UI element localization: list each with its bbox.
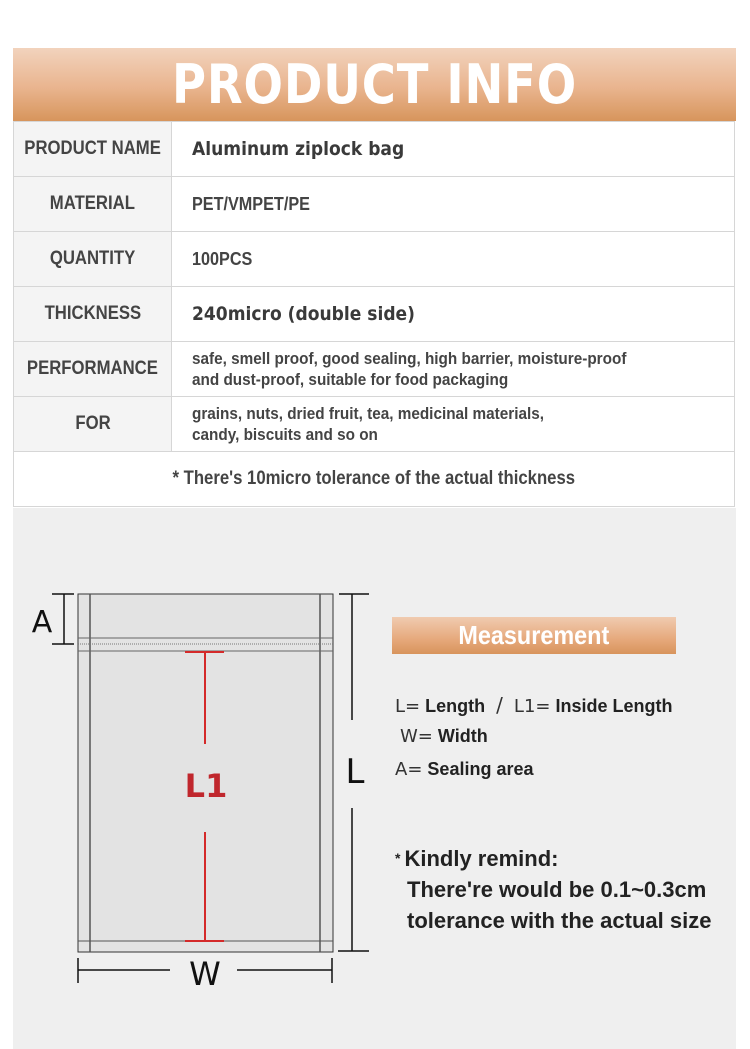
kindly-remind-note: [395, 843, 711, 936]
row-value-line: safe, smell proof, good sealing, high barrier, moisture-proof: [192, 349, 627, 368]
dimension-l1-label: L1: [184, 767, 228, 805]
remind-line: There're would be 0.1~0.3cm: [407, 877, 707, 902]
remind-line: Kindly remind:: [404, 846, 559, 871]
legend-symbol: L=: [395, 696, 421, 717]
row-value: Aluminum ziplock bag: [192, 137, 405, 160]
thickness-tolerance-note: * There's 10micro tolerance of the actual thickness: [172, 468, 576, 489]
row-label: PERFORMANCE: [27, 358, 159, 379]
row-label: MATERIAL: [50, 193, 136, 214]
row-value-line: grains, nuts, dried fruit, tea, medicinal materials,: [192, 404, 545, 423]
legend-text: Sealing area: [427, 759, 534, 779]
legend-symbol: L1=: [513, 696, 551, 717]
legend-symbol: A=: [395, 759, 423, 780]
row-label: QUANTITY: [49, 248, 136, 269]
banner-title: PRODUCT INFO: [171, 53, 578, 116]
row-value-line: candy, biscuits and so on: [192, 425, 379, 444]
legend-length: [395, 693, 673, 717]
remind-line: tolerance with the actual size: [407, 908, 712, 933]
dimension-w-label: W: [189, 955, 221, 993]
legend-width: [400, 726, 488, 747]
asterisk: *: [395, 850, 401, 866]
row-label: THICKNESS: [44, 303, 141, 324]
dimension-l-label: L: [345, 752, 365, 792]
legend-text: Width: [437, 726, 488, 746]
legend-symbol: W=: [400, 726, 433, 747]
dimension-a-label: A: [31, 605, 53, 640]
row-label: FOR: [74, 413, 111, 434]
legend-sealing-area: [395, 759, 533, 780]
measurement-title: Measurement: [458, 620, 610, 650]
row-value-line: and dust-proof, suitable for food packaging: [192, 370, 509, 389]
measurement-banner: [392, 617, 676, 654]
row-value: 100PCS: [192, 248, 253, 269]
row-value: 240micro (double side): [192, 302, 416, 325]
row-value: PET/VMPET/PE: [192, 193, 311, 214]
legend-text: Inside Length: [555, 696, 673, 716]
legend-text: Length: [425, 696, 486, 716]
row-label: PRODUCT NAME: [24, 138, 161, 159]
legend-separator: /: [496, 693, 503, 717]
